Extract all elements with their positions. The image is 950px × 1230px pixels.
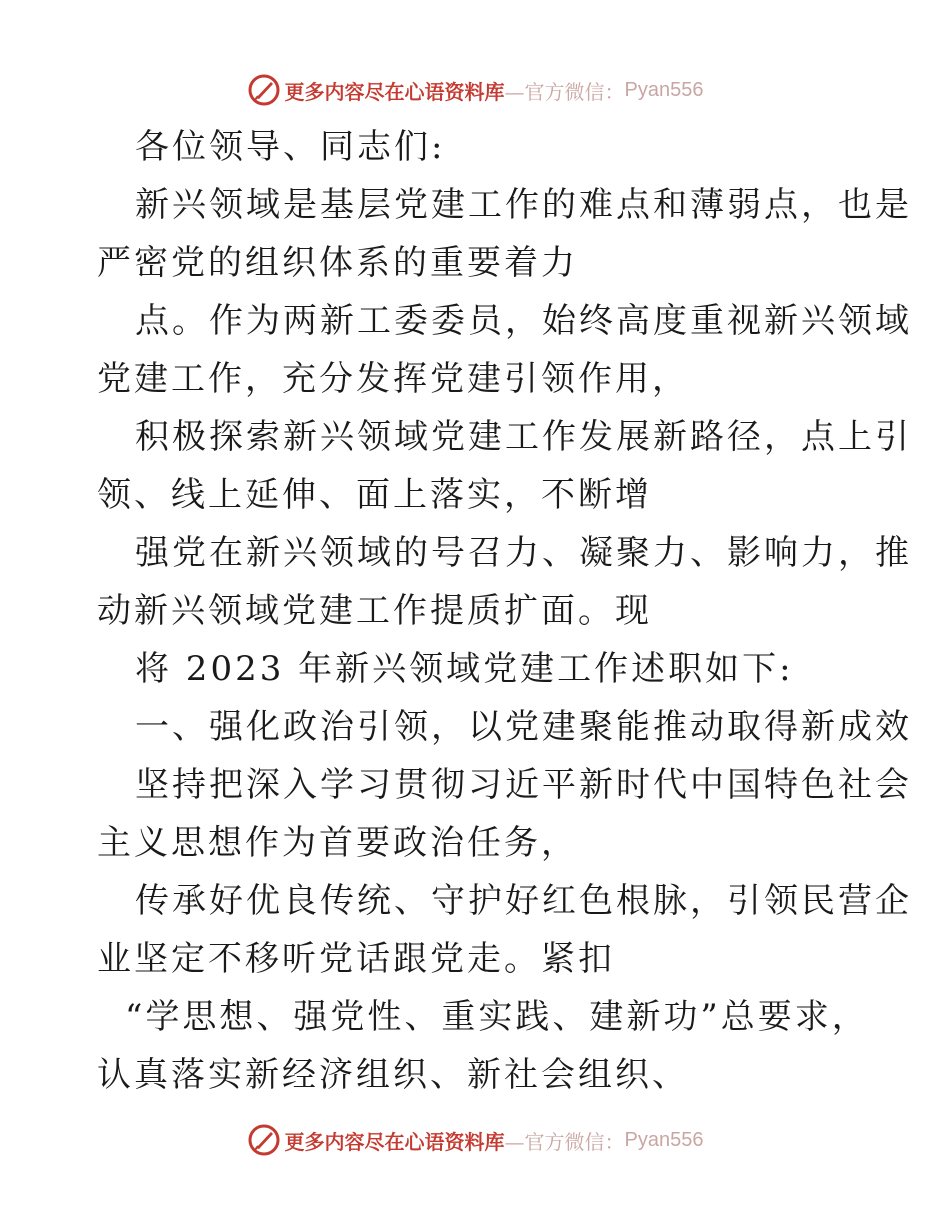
body-line: 业坚定不移听党话跟党走。紧扣 xyxy=(97,939,615,979)
body-line: 各位领导、同志们: xyxy=(135,127,446,167)
body-line: “学思想、强党性、重实践、建新功”总要求， xyxy=(125,997,869,1037)
document-body xyxy=(97,118,912,1104)
banner-wechat-id: Pyan556 xyxy=(624,78,704,101)
body-line: 点。作为两新工委委员，始终高度重视新兴领域 xyxy=(135,301,912,341)
body-line: 主义思想作为首要政治任务， xyxy=(97,823,578,863)
body-line: 领、线上延伸、面上落实，不断增 xyxy=(97,475,652,515)
quill-logo-icon xyxy=(247,1123,281,1157)
body-line: 党建工作，充分发挥党建引领作用， xyxy=(97,359,689,399)
section-heading: 一、强化政治引领，以党建聚能推动取得新成效 xyxy=(135,707,912,747)
banner-title: 更多内容尽在心语资料库 xyxy=(284,1129,505,1154)
footer-banner xyxy=(0,1120,950,1160)
body-line: 动新兴领域党建工作提质扩面。现 xyxy=(97,591,652,631)
body-line: 严密党的组织体系的重要着力 xyxy=(97,243,578,283)
body-line: 新兴领域是基层党建工作的难点和薄弱点，也是 xyxy=(135,185,912,225)
header-banner xyxy=(0,70,950,110)
body-line: 认真落实新经济组织、新社会组织、 xyxy=(97,1055,689,1095)
banner-wechat-id: Pyan556 xyxy=(624,1128,704,1151)
body-line: 传承好优良传统、守护好红色根脉，引领民营企 xyxy=(135,881,912,921)
banner-separator: —官方微信： xyxy=(504,79,625,104)
banner-title: 更多内容尽在心语资料库 xyxy=(284,79,505,104)
body-line: 坚持把深入学习贯彻习近平新时代中国特色社会 xyxy=(135,765,912,805)
banner-separator: —官方微信： xyxy=(504,1129,625,1154)
body-line: 强党在新兴领域的号召力、凝聚力、影响力，推 xyxy=(135,533,912,573)
quill-logo-icon xyxy=(247,73,281,107)
body-line: 将 2023 年新兴领域党建工作述职如下: xyxy=(135,649,794,689)
body-line: 积极探索新兴领域党建工作发展新路径，点上引 xyxy=(135,417,912,457)
